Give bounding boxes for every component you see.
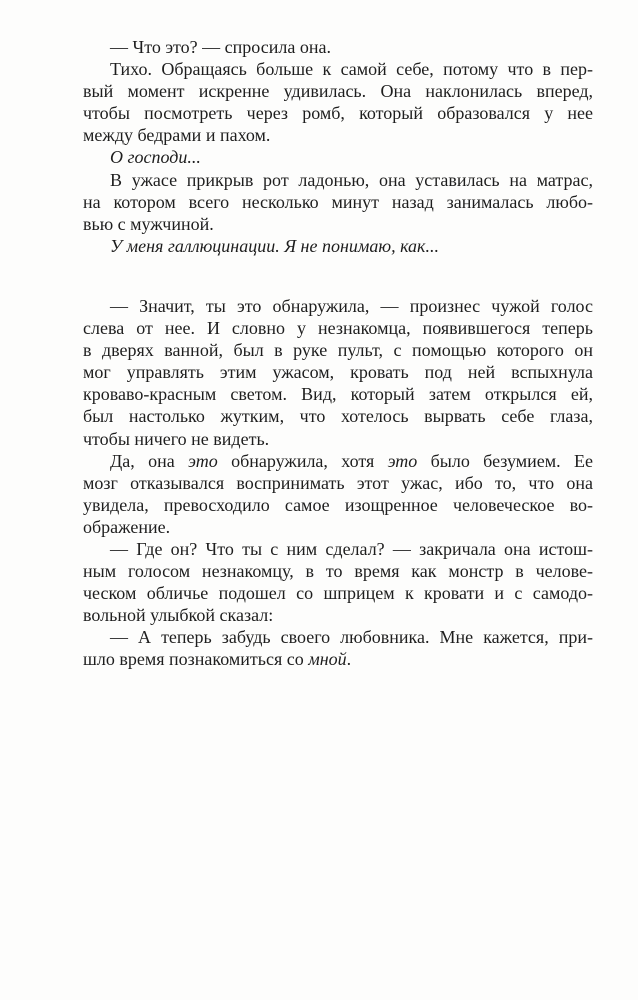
text-block-1	[83, 36, 593, 257]
italic-text: О господи...	[110, 147, 201, 168]
paragraph	[83, 538, 593, 626]
text-segment: мог управлять этим ужасом, кровать под ней вспыхнула	[83, 362, 593, 383]
italic-text: это	[188, 450, 218, 471]
text-line	[83, 604, 593, 626]
text-segment: мозг отказывался воспринимать этот ужас, ибо то, что она	[83, 472, 593, 493]
text-segment: слева от нее. И словно у незнакомца, появившегося теперь	[83, 318, 593, 339]
text-segment: Да, она	[110, 450, 189, 471]
italic-text: это	[387, 450, 418, 471]
text-line	[83, 191, 593, 213]
text-segment: ным голосом незнакомцу, в то время как монстр в челове-	[83, 561, 593, 582]
paragraph	[83, 169, 593, 235]
text-segment: чтобы ничего не видеть.	[83, 428, 270, 449]
paragraph	[83, 58, 593, 146]
text-line	[83, 516, 593, 538]
page-text	[83, 36, 593, 671]
text-segment: В ужасе прикрыв рот ладонью, она уставилась на матрас,	[110, 169, 593, 190]
text-segment: шло время познакомиться со	[83, 649, 309, 670]
text-segment: увидела, превосходило самое изощренное человеческое во-	[83, 494, 593, 515]
text-line	[83, 361, 593, 383]
text-segment: вый момент искренне удивилась. Она наклонилась вперед,	[83, 81, 593, 102]
text-segment: вью с мужчиной.	[83, 213, 214, 234]
paragraph	[83, 235, 593, 257]
text-line	[83, 317, 593, 339]
text-line	[83, 80, 593, 102]
text-segment: в дверях ванной, был в руке пульт, с помощью которого он	[83, 340, 593, 361]
text-line	[83, 538, 593, 560]
paragraph	[83, 450, 593, 538]
paragraph	[83, 295, 593, 450]
text-line	[83, 146, 593, 168]
text-segment: чтобы посмотреть через ромб, который образовался у нее	[83, 103, 593, 124]
text-line	[83, 339, 593, 361]
text-segment: .	[346, 649, 352, 670]
paragraph	[83, 146, 593, 168]
text-segment: на котором всего несколько минут назад занималась любо-	[83, 191, 593, 212]
text-segment: кроваво-красным светом. Вид, который затем открылся ей,	[83, 384, 593, 405]
paragraph	[83, 36, 593, 58]
text-segment: — Что это? — спросила она.	[110, 37, 331, 57]
text-line	[83, 494, 593, 516]
text-line	[83, 582, 593, 604]
paragraph	[83, 626, 593, 670]
text-line	[83, 295, 593, 317]
italic-text: У меня галлюцинации. Я не понимаю, как...	[110, 235, 439, 256]
text-segment: между бедрами и пахом.	[83, 125, 271, 146]
text-line	[83, 560, 593, 582]
text-line	[83, 169, 593, 191]
text-line	[83, 405, 593, 427]
text-line	[83, 58, 593, 80]
text-segment: — Значит, ты это обнаружила, — произнес чужой голос	[110, 295, 593, 316]
text-line	[83, 472, 593, 494]
text-line	[83, 235, 593, 257]
text-line	[83, 428, 593, 450]
text-segment: обнаружила, хотя	[217, 450, 388, 471]
text-segment: был настолько жутким, что хотелось вырвать себе глаза,	[83, 406, 593, 427]
text-line	[83, 383, 593, 405]
text-segment: — А теперь забудь своего любовника. Мне кажется, при-	[110, 627, 593, 648]
italic-text: мной	[308, 649, 347, 670]
text-line	[83, 102, 593, 124]
text-segment: — Где он? Что ты с ним сделал? — закричала она истош-	[110, 538, 593, 559]
text-segment: Тихо. Обращаясь больше к самой себе, потому что в пер-	[110, 59, 593, 80]
text-segment: вольной улыбкой сказал:	[83, 605, 274, 626]
text-line	[83, 124, 593, 146]
text-line	[83, 648, 593, 670]
text-segment: ческом обличье подошел со шприцем к кровати и с самодо-	[83, 583, 593, 604]
text-line	[83, 213, 593, 235]
text-segment: было безумием. Ее	[417, 450, 593, 471]
text-line	[83, 450, 593, 472]
text-line	[83, 626, 593, 648]
text-block-2	[83, 295, 593, 671]
text-segment: ображение.	[83, 516, 171, 537]
text-line	[83, 36, 593, 58]
